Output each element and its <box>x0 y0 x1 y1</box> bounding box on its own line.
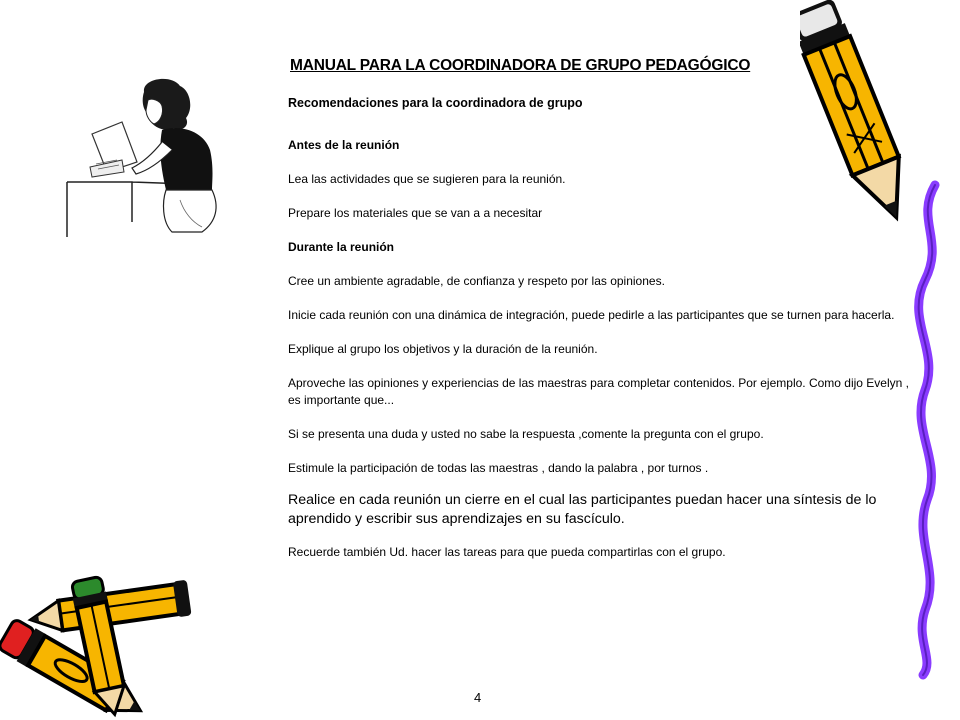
paragraph: Si se presenta una duda y usted no sabe la respuesta ,comente la pregunta con el grupo. <box>288 427 764 441</box>
paragraph: Explique al grupo los objetivos y la duración de la reunión. <box>288 342 598 356</box>
paragraph-closing: Realice en cada reunión un cierre en el cual las participantes puedan hacer una síntesis de lo aprendido y escribir sus aprendizajes en su fascículo. <box>288 492 877 527</box>
paragraph: Lea las actividades que se sugieren para la reunión. <box>288 172 566 186</box>
purple-swirl-decoration <box>895 180 955 680</box>
paragraph-reminder: Recuerde también Ud. hacer las tareas para que pueda compartirlas con el grupo. <box>288 545 726 559</box>
paragraph: Prepare los materiales que se van a a necesitar <box>288 206 543 220</box>
pencils-clipart-bottom-left <box>0 570 200 720</box>
page-number: 4 <box>474 690 482 705</box>
pencil-clipart-right <box>800 0 910 230</box>
paragraph: Inicie cada reunión con una dinámica de integración, puede pedirle a las participantes que se turnen para hacerla. <box>288 308 895 322</box>
section-heading-during: Durante la reunión <box>288 240 395 254</box>
paragraph: Cree un ambiente agradable, de confianza y respeto por las opiniones. <box>288 274 665 288</box>
paragraph: Estimule la participación de todas las maestras , dando la palabra , por turnos . <box>288 461 709 475</box>
page-subtitle: Recomendaciones para la coordinadora de grupo <box>288 96 583 110</box>
page-title: MANUAL PARA LA COORDINADORA DE GRUPO PEDAGÓGICO <box>290 57 751 74</box>
section-heading-before: Antes de la reunión <box>288 138 400 152</box>
paragraph: Aproveche las opiniones y experiencias de las maestras para completar contenidos. Por ejemplo. Como dijo Evelyn , es importante que... <box>288 376 909 407</box>
woman-writing-illustration <box>62 72 222 240</box>
